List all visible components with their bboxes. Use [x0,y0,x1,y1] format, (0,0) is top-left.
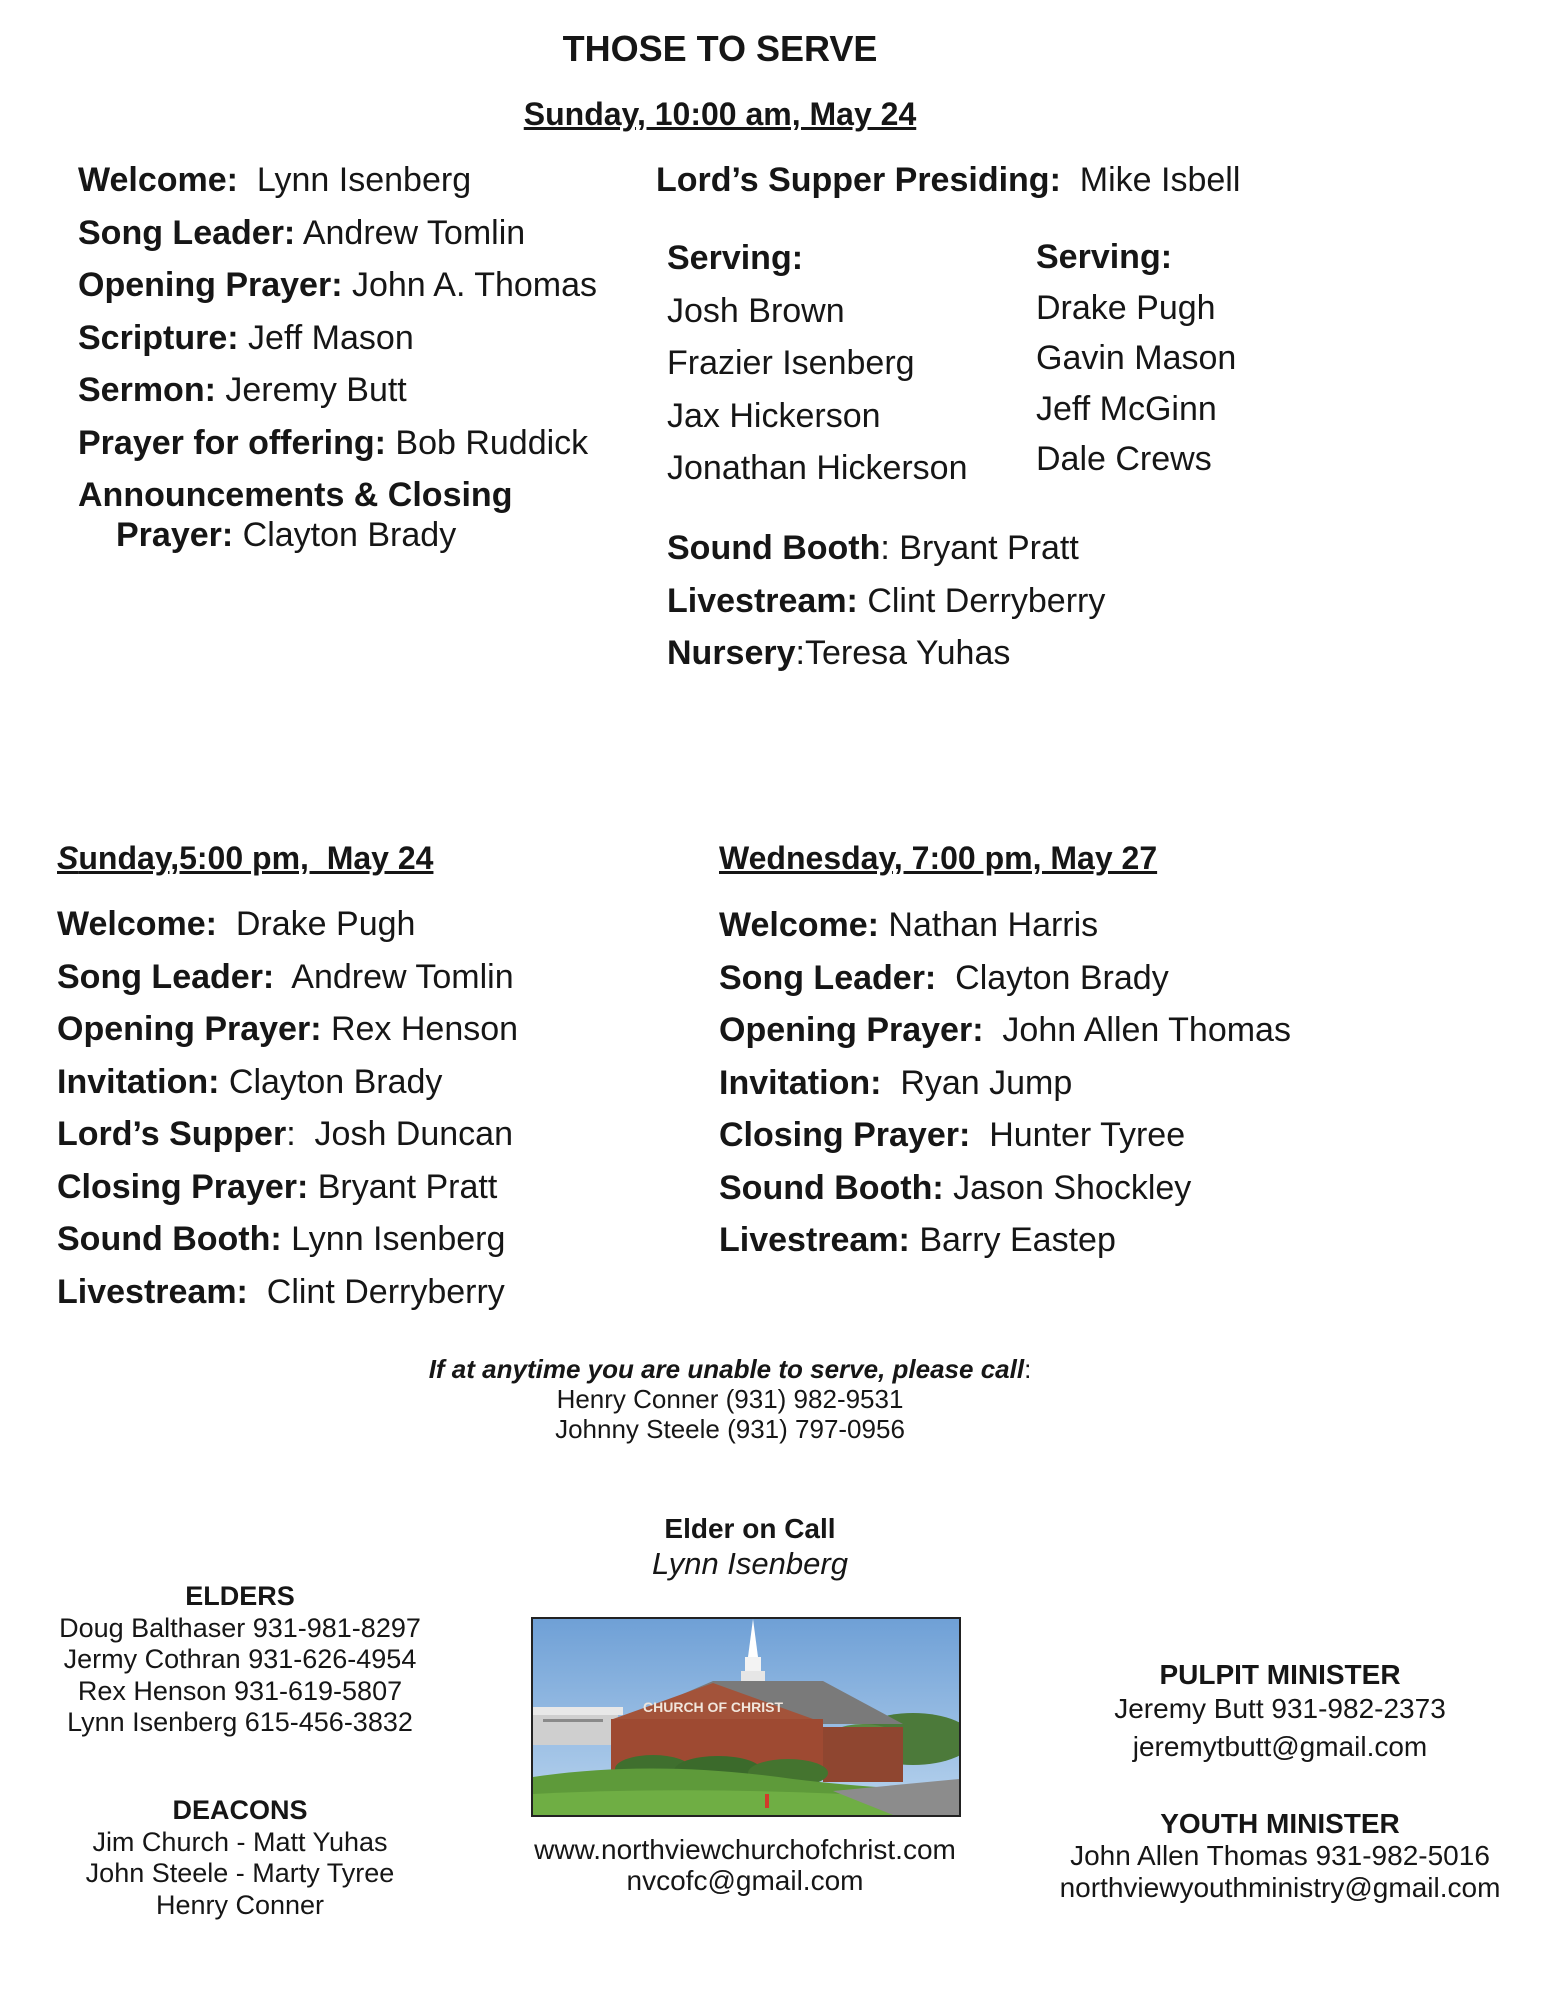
list-item: Gavin Mason [1036,339,1237,377]
role-name: Jeremy Butt [215,371,407,409]
role-row [719,1109,1291,1162]
contact-line: Johnny Steele (931) 797-0956 [555,1414,905,1444]
deacons-heading: DEACONS [172,1795,308,1825]
sunday-pm-roles [57,898,518,1318]
role-label: Invitation: [719,1063,882,1102]
role-label: Livestream: [667,581,858,620]
sunday-am-heading: Sunday, 10:00 am, May 24 [523,96,917,132]
serving-heading: Serving: [1036,238,1173,276]
serving-list-a [667,232,968,495]
role-label: Song Leader: [719,958,937,997]
role-label: Invitation: [57,1062,220,1101]
role-label: Sound Booth: [57,1220,282,1258]
role-name: Barry Eastep [909,1221,1116,1259]
role-label: Opening Prayer: [719,1011,984,1049]
list-item: Jermy Cothran 931-626-4954 [63,1644,417,1674]
elder-on-call-label: Elder on Call [664,1513,836,1544]
role-name: Lynn Isenberg [237,161,472,199]
role-name: Clayton Brady [233,516,457,554]
role-name: Jeff Mason [238,318,414,357]
youth-email[interactable]: northviewyouthministry@gmail.com [1059,1872,1501,1903]
role-name: Ryan Jump [881,1063,1073,1102]
role-row [78,259,597,312]
role-row [719,1214,1291,1267]
role-name: Bryant Pratt [308,1167,498,1206]
role-label: Livestream: [719,1221,910,1259]
role-label: Song Leader: [57,957,275,996]
pulpit-phone: Jeremy Butt 931-982-2373 [1114,1693,1446,1724]
serving-heading: Serving: [667,239,804,277]
role-label: Announcements & Closing [78,476,513,514]
role-name: :Teresa Yuhas [795,634,1011,672]
elders-block [40,1581,440,1739]
contact-line: Henry Conner (931) 982-9531 [556,1384,904,1414]
role-row [57,1108,518,1161]
role-name: Clayton Brady [936,958,1169,997]
pulpit-heading: PULPIT MINISTER [1159,1659,1401,1690]
role-row [78,364,597,417]
list-item: Doug Balthaser 931-981-8297 [59,1612,421,1643]
youth-heading: YOUTH MINISTER [1160,1808,1400,1839]
role-name: : Josh Duncan [286,1115,513,1153]
role-row [78,207,597,260]
role-row [78,417,597,470]
pulpit-email[interactable]: jeremytbutt@gmail.com [1132,1731,1428,1762]
elder-on-call-name: Lynn Isenberg [652,1546,848,1581]
role-name: Mike Isbell [1060,161,1241,199]
role-name: Drake Pugh [216,905,416,943]
list-item: Rex Henson 931-619-5807 [77,1675,403,1706]
sunday-am-roles [78,154,597,557]
role-row [78,154,597,207]
role-row [719,1057,1291,1110]
role-label: Opening Prayer: [78,266,343,304]
role-name: Lynn Isenberg [281,1220,506,1258]
role-name: Bob Ruddick [385,423,589,462]
role-row [57,1266,518,1319]
pulpit-minister-block [1050,1658,1510,1768]
role-name: Rex Henson [321,1010,519,1048]
role-label: Welcome: [719,906,879,944]
role-label: Welcome: [57,905,217,943]
youth-phone: John Allen Thomas 931-982-5016 [1070,1840,1490,1871]
youth-minister-block [1030,1808,1530,1904]
page-title: THOSE TO SERVE [562,28,878,69]
list-item: Dale Crews [1036,440,1212,478]
lords-supper-presiding [656,154,1240,207]
role-row [57,1056,518,1109]
role-name: Clint Derryberry [857,581,1106,620]
list-item: Frazier Isenberg [667,344,915,382]
role-row [719,1162,1291,1215]
am-support-roles [667,522,1105,680]
role-label: Welcome: [78,161,238,199]
wednesday-heading: Wednesday, 7:00 pm, May 27 [719,840,1158,876]
role-label: Livestream: [57,1272,248,1311]
role-label: Sound Booth: [719,1168,944,1207]
role-name: Andrew Tomlin [295,213,526,252]
role-name: John A. Thomas [342,266,598,304]
role-name: Andrew Tomlin [274,957,514,996]
contact-links [500,1834,990,1896]
role-row [78,312,597,365]
website-link[interactable]: www.northviewchurchofchrist.com [534,1834,956,1865]
list-item: Josh Brown [667,291,845,330]
role-row [57,1161,518,1214]
role-row [719,1004,1291,1057]
role-label: Closing Prayer: [719,1116,971,1154]
call-note: If at anytime you are unable to serve, please call [428,1354,1025,1384]
list-item: John Steele - Marty Tyree [85,1858,395,1888]
role-row [57,951,518,1004]
call-note-block: If at anytime you are unable to serve, please call: Henry Conner (931) 982-9531 Johnny Steele (931) 797-0956 [0,1354,1460,1444]
role-row [78,513,597,557]
role-label: Scripture: [78,318,239,357]
role-name: John Allen Thomas [983,1011,1291,1049]
email-link[interactable]: nvcofc@gmail.com [626,1865,864,1896]
church-building-image [533,1619,959,1815]
role-name: Clayton Brady [219,1062,443,1101]
wednesday-roles [719,899,1291,1267]
church-photo [531,1617,961,1817]
sunday-pm-heading: Sunday,5:00 pm, May 24 [57,840,434,876]
role-label: Sermon: [78,371,216,409]
role-label: Song Leader: [78,213,296,252]
role-name: Jason Shockley [943,1168,1192,1207]
role-name: Hunter Tyree [970,1116,1186,1154]
role-name: Nathan Harris [878,906,1099,944]
role-label: Closing Prayer: [57,1167,309,1206]
church-sign-text: CHURCH OF CHRIST [643,1699,783,1715]
role-row [57,1213,518,1266]
list-item: Jim Church - Matt Yuhas [92,1826,388,1857]
list-item: Jax Hickerson [667,396,881,435]
role-row [719,952,1291,1005]
role-label: Lord’s Supper [57,1115,287,1153]
role-label: Prayer: [116,516,234,554]
elder-on-call [0,1512,1500,1582]
elders-heading: ELDERS [185,1581,295,1611]
list-item: Lynn Isenberg 615-456-3832 [67,1707,413,1737]
role-label: Nursery [667,634,796,672]
list-item: Drake Pugh [1036,288,1216,327]
role-row [78,469,597,513]
list-item: Henry Conner [155,1889,325,1920]
role-label: Lord’s Supper Presiding: [656,161,1061,199]
role-row [57,1003,518,1056]
list-item: Jonathan Hickerson [667,449,968,487]
role-label: Prayer for offering: [78,423,386,462]
role-label: Sound Booth [667,529,881,567]
role-label: Opening Prayer: [57,1010,322,1048]
deacons-block [40,1795,440,1921]
role-name: : Bryant Pratt [880,529,1079,567]
role-row [57,898,518,951]
list-item: Jeff McGinn [1036,389,1217,428]
role-row [719,899,1291,952]
role-name: Clint Derryberry [247,1272,505,1311]
serving-list-b [1036,232,1236,485]
